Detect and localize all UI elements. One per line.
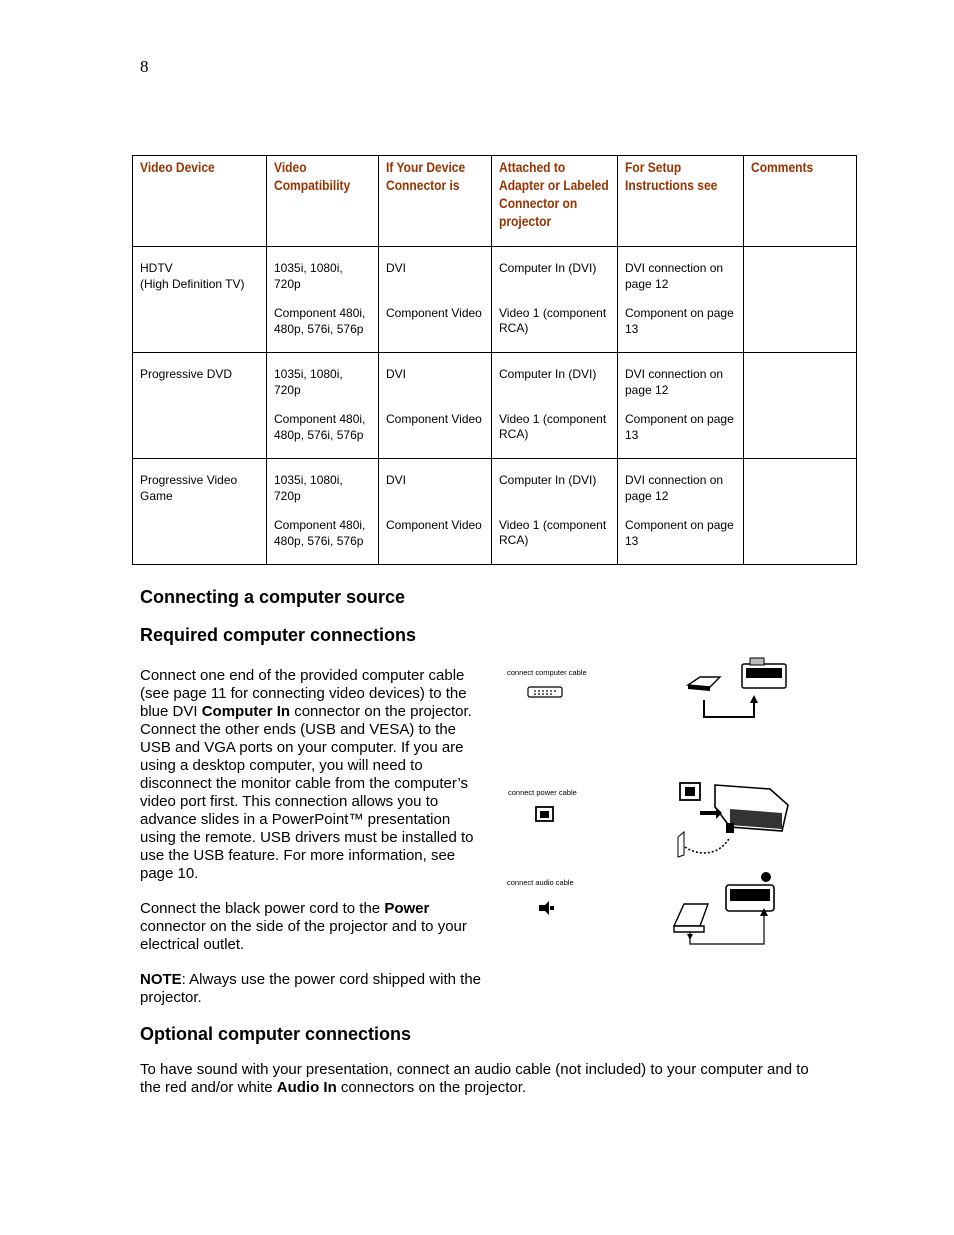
cell-attached: Computer In (DVI) Video 1 (component RCA) [492, 247, 618, 353]
page-number: 8 [140, 57, 149, 76]
section-heading: Connecting a computer source [140, 587, 406, 607]
header-setup-instructions: For Setup Instructions see [618, 156, 744, 247]
cell-connector: DVI Component Video [379, 247, 492, 353]
table-row [133, 353, 857, 459]
power-connection-illustration [670, 777, 795, 862]
cell-comments [744, 247, 857, 353]
cell-compatibility: 1035i, 1080i, 720p Component 480i, 480p, 576i, 576p [267, 459, 379, 565]
optional-paragraph: To have sound with your presentation, connect an audio cable (not included) to your computer and to the red and/or white Audio In connectors on the projector. [140, 1061, 809, 1096]
cell-setup: DVI connection on page 12 Component on page 13 [618, 247, 744, 353]
required-paragraph-2: Connect the black power cord to the Power connector on the side of the projector and to your electrical outlet. [140, 900, 467, 953]
cell-attached: Computer In (DVI) Video 1 (component RCA) [492, 459, 618, 565]
dvi-connector-icon [525, 684, 565, 700]
note-paragraph: NOTE: Always use the power cord shipped with the projector. [140, 971, 482, 1006]
computer-connection-illustration [680, 655, 795, 725]
audio-connection-illustration [670, 870, 785, 955]
header-video-device: Video Device [133, 156, 267, 247]
power-plug-icon [535, 805, 555, 823]
optional-heading: Optional computer connections [140, 1024, 412, 1044]
audio-plug-icon [537, 900, 555, 916]
cell-device: HDTV (High Definition TV) [133, 247, 267, 353]
table-row [133, 247, 857, 353]
cell-setup: DVI connection on page 12 Component on page 13 [618, 353, 744, 459]
cell-comments [744, 459, 857, 565]
computer-cable-label: connect computer cable [507, 668, 587, 677]
video-device-table [132, 155, 857, 565]
header-video-compatibility: Video Compatibility [267, 156, 379, 247]
cell-compatibility: 1035i, 1080i, 720p Component 480i, 480p, 576i, 576p [267, 247, 379, 353]
header-comments: Comments [744, 156, 857, 247]
cell-device: Progressive Video Game [133, 459, 267, 565]
cell-device: Progressive DVD [133, 353, 267, 459]
required-paragraph-1: Connect one end of the provided computer cable (see page 11 for connecting video devices) to the blue DVI Computer In connector on the projector. Connect the other ends (USB and VESA) to the USB and VGA ports on your computer. If you are using a desktop computer, you will need to disconnect the monitor cable from the computer’s video port first. This connection allows you to advance slides in a PowerPoint™ presentation using the remote. USB drivers must be installed to use the USB feature. For more information, see page 10. [140, 667, 474, 882]
header-attached-to: Attached to Adapter or Labeled Connector on projector [492, 156, 618, 247]
audio-cable-label: connect audio cable [507, 878, 574, 887]
cell-attached: Computer In (DVI) Video 1 (component RCA) [492, 353, 618, 459]
cell-connector: DVI Component Video [379, 459, 492, 565]
cell-setup: DVI connection on page 12 Component on page 13 [618, 459, 744, 565]
cell-compatibility: 1035i, 1080i, 720p Component 480i, 480p, 576i, 576p [267, 353, 379, 459]
required-heading: Required computer connections [140, 625, 417, 645]
table-header-row [133, 156, 857, 247]
cell-comments [744, 353, 857, 459]
header-device-connector: If Your Device Connector is [379, 156, 492, 247]
table-row [133, 459, 857, 565]
power-cable-label: connect power cable [508, 788, 577, 797]
cell-connector: DVI Component Video [379, 353, 492, 459]
